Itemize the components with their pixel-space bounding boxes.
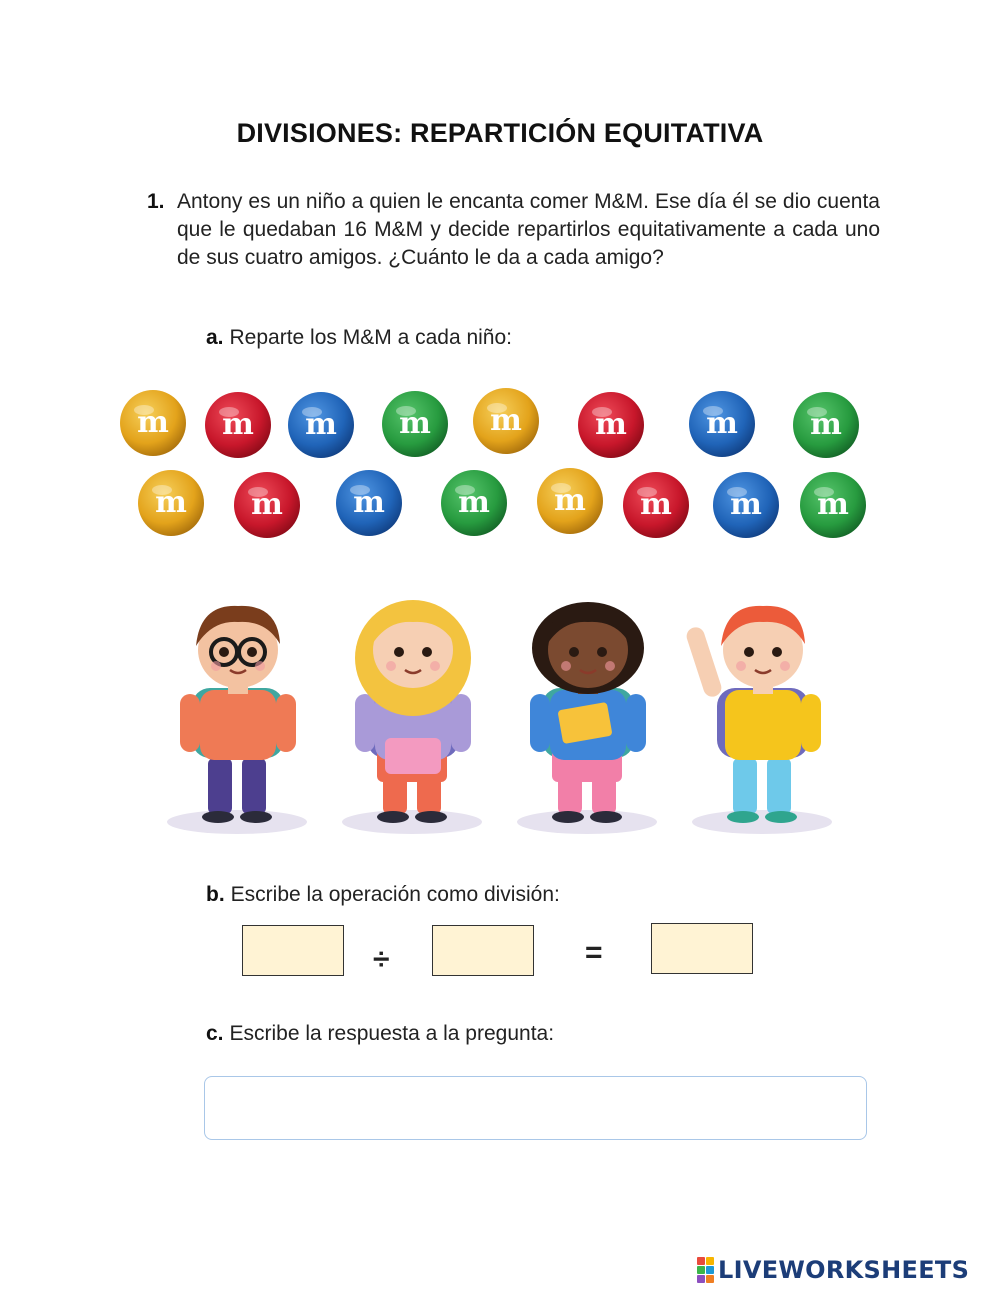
part-b [206, 883, 560, 907]
svg-text:m: m [222, 407, 254, 442]
candy-green-4[interactable] [380, 389, 450, 459]
svg-text:m: m [730, 487, 762, 522]
candy-blue-7[interactable] [687, 389, 757, 459]
svg-text:m: m [353, 485, 385, 520]
girl-curly-icon [500, 598, 675, 843]
part-c-text: Escribe la respuesta a la pregunta: [229, 1022, 555, 1045]
liveworksheets-logo [697, 1255, 969, 1285]
candy-green-16[interactable] [798, 470, 868, 540]
part-b-letter: b. [206, 883, 225, 906]
svg-text:m: m [458, 485, 490, 520]
quotient-input[interactable] [651, 923, 753, 974]
answer-input[interactable] [204, 1076, 867, 1140]
svg-text:m: m [251, 487, 283, 522]
svg-text:m: m [706, 406, 738, 441]
dividend-input[interactable] [242, 925, 344, 976]
candy-blue-15[interactable] [711, 470, 781, 540]
question-number: 1. [147, 190, 165, 213]
equals-symbol: = [585, 936, 603, 969]
girl-blonde-icon [325, 598, 500, 843]
candy-blue-3[interactable] [286, 390, 356, 460]
part-c [206, 1022, 554, 1046]
candy-red-6[interactable] [576, 390, 646, 460]
candy-yellow-1[interactable] [118, 388, 188, 458]
boy-glasses-icon [150, 598, 325, 843]
kids-drop-zone [150, 598, 850, 843]
svg-text:m: m [490, 403, 522, 438]
svg-text:m: m [305, 407, 337, 442]
part-a [206, 326, 512, 350]
svg-text:m: m [640, 487, 672, 522]
svg-text:m: m [810, 407, 842, 442]
part-c-letter: c. [206, 1022, 224, 1045]
svg-text:m: m [399, 406, 431, 441]
candy-area [0, 380, 1000, 550]
logo-text: LIVEWORKSHEETS [718, 1256, 970, 1284]
svg-text:m: m [595, 407, 627, 442]
part-a-letter: a. [206, 326, 224, 349]
divide-symbol: ÷ [373, 943, 390, 976]
question-text: Antony es un niño a quien le encanta comer M&M. Ese día él se dio cuenta que le quedaban 16 M&M y decide repartirlos equitativamente a cada uno de sus cuatro amigos. ¿Cuánto le da a cada amigo? [177, 190, 880, 269]
candy-yellow-5[interactable] [471, 386, 541, 456]
candy-red-2[interactable] [203, 390, 273, 460]
part-a-text: Reparte los M&M a cada niño: [229, 326, 512, 349]
candy-green-12[interactable] [439, 468, 509, 538]
kid-drop-slot-1[interactable] [150, 598, 325, 843]
svg-text:m: m [155, 485, 187, 520]
candy-blue-11[interactable] [334, 468, 404, 538]
svg-text:m: m [137, 405, 169, 440]
candy-yellow-13[interactable] [535, 466, 605, 536]
kid-drop-slot-2[interactable] [325, 598, 500, 843]
kid-drop-slot-4[interactable] [675, 598, 850, 843]
logo-mark-icon [697, 1257, 714, 1283]
candy-red-14[interactable] [621, 470, 691, 540]
part-b-text: Escribe la operación como división: [230, 883, 560, 906]
svg-text:m: m [817, 487, 849, 522]
boy-waving-icon [675, 598, 850, 843]
divisor-input[interactable] [432, 925, 534, 976]
page-title: DIVISIONES: REPARTICIÓN EQUITATIVA [236, 118, 764, 148]
candy-green-8[interactable] [791, 390, 861, 460]
kid-drop-slot-3[interactable] [500, 598, 675, 843]
candy-yellow-9[interactable] [136, 468, 206, 538]
svg-text:m: m [554, 483, 586, 518]
candy-red-10[interactable] [232, 470, 302, 540]
